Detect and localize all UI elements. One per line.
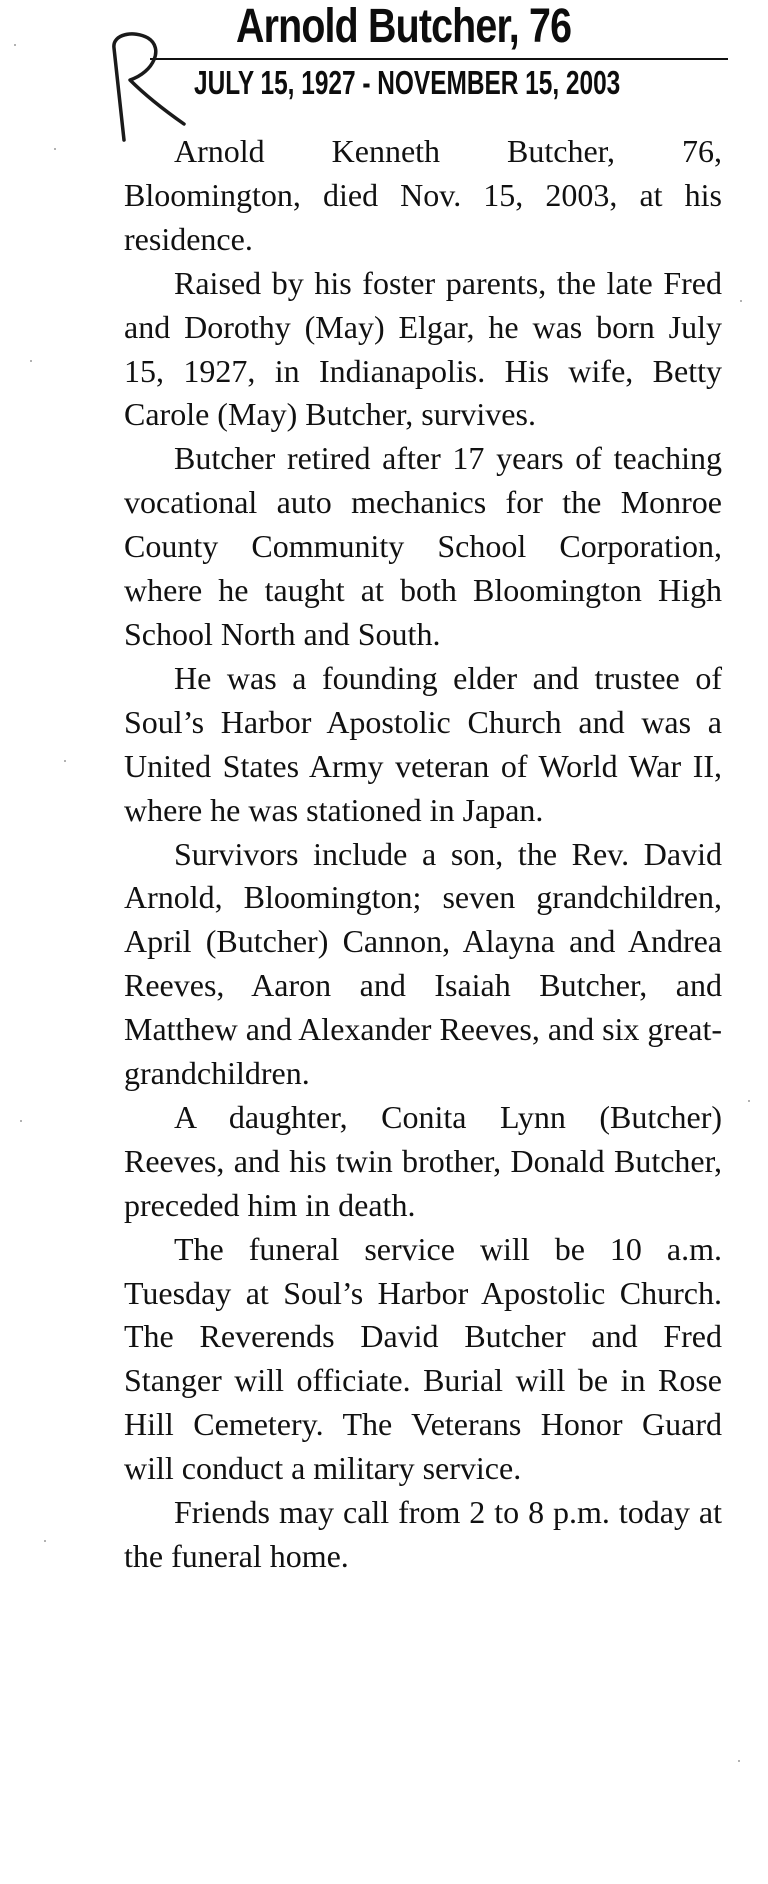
paragraph-preceded-in-death: A daughter, Conita Lynn (Butcher) Reeves, and his twin brother, Donald Butcher, preceded him in death.: [124, 1098, 722, 1223]
scan-speck: [30, 360, 32, 362]
scan-speck: [748, 1100, 750, 1102]
paragraph-survivors: Survivors include a son, the Rev. David Arnold, Bloomington; seven grandchildren, April (Butcher) Cannon, Alayna and Andrea Reeves, Aaron and Isaiah Butcher, and Matthew and Alexander Reeves, and six great-grandchildren.: [124, 835, 723, 1092]
scan-speck: [738, 1760, 740, 1762]
obituary-headline: Arnold Butcher, 76: [236, 0, 572, 53]
obituary-body: [124, 130, 722, 1579]
headline-rule: [150, 58, 728, 60]
paragraph-early-life: Raised by his foster parents, the late Fred and Dorothy (May) Elgar, he was born July 15, 1927, in Indianapolis. His wife, Betty Carole (May) Butcher, survives.: [124, 264, 722, 433]
paragraph-funeral-service: The funeral service will be 10 a.m. Tuesday at Soul’s Harbor Apostolic Church. The Reverends David Butcher and Fred Stanger will officiate. Burial will be in Rose Hill Cemetery. The Veterans Honor Guard will conduct a military service.: [124, 1230, 722, 1487]
scan-speck: [64, 760, 66, 762]
paragraph-visitation: Friends may call from 2 to 8 p.m. today at the funeral home.: [124, 1494, 722, 1574]
scan-speck: [14, 44, 16, 46]
paragraph-career: Butcher retired after 17 years of teaching vocational auto mechanics for the Monroe County Community School Corporation, where he taught at both Bloomington High School North and South.: [124, 440, 722, 652]
scan-speck: [44, 1540, 46, 1542]
scan-speck: [20, 1120, 22, 1122]
scan-speck: [740, 300, 742, 302]
life-dates: JULY 15, 1927 - NOVEMBER 15, 2003: [194, 64, 621, 101]
scan-speck: [54, 148, 56, 150]
paragraph-church-and-military: He was a founding elder and trustee of Soul’s Harbor Apostolic Church and was a United States Army veteran of World War II, where he was stationed in Japan.: [124, 659, 722, 828]
paragraph-death-notice: Arnold Kenneth Butcher, 76, Bloomington, died Nov. 15, 2003, at his residence.: [124, 133, 722, 257]
